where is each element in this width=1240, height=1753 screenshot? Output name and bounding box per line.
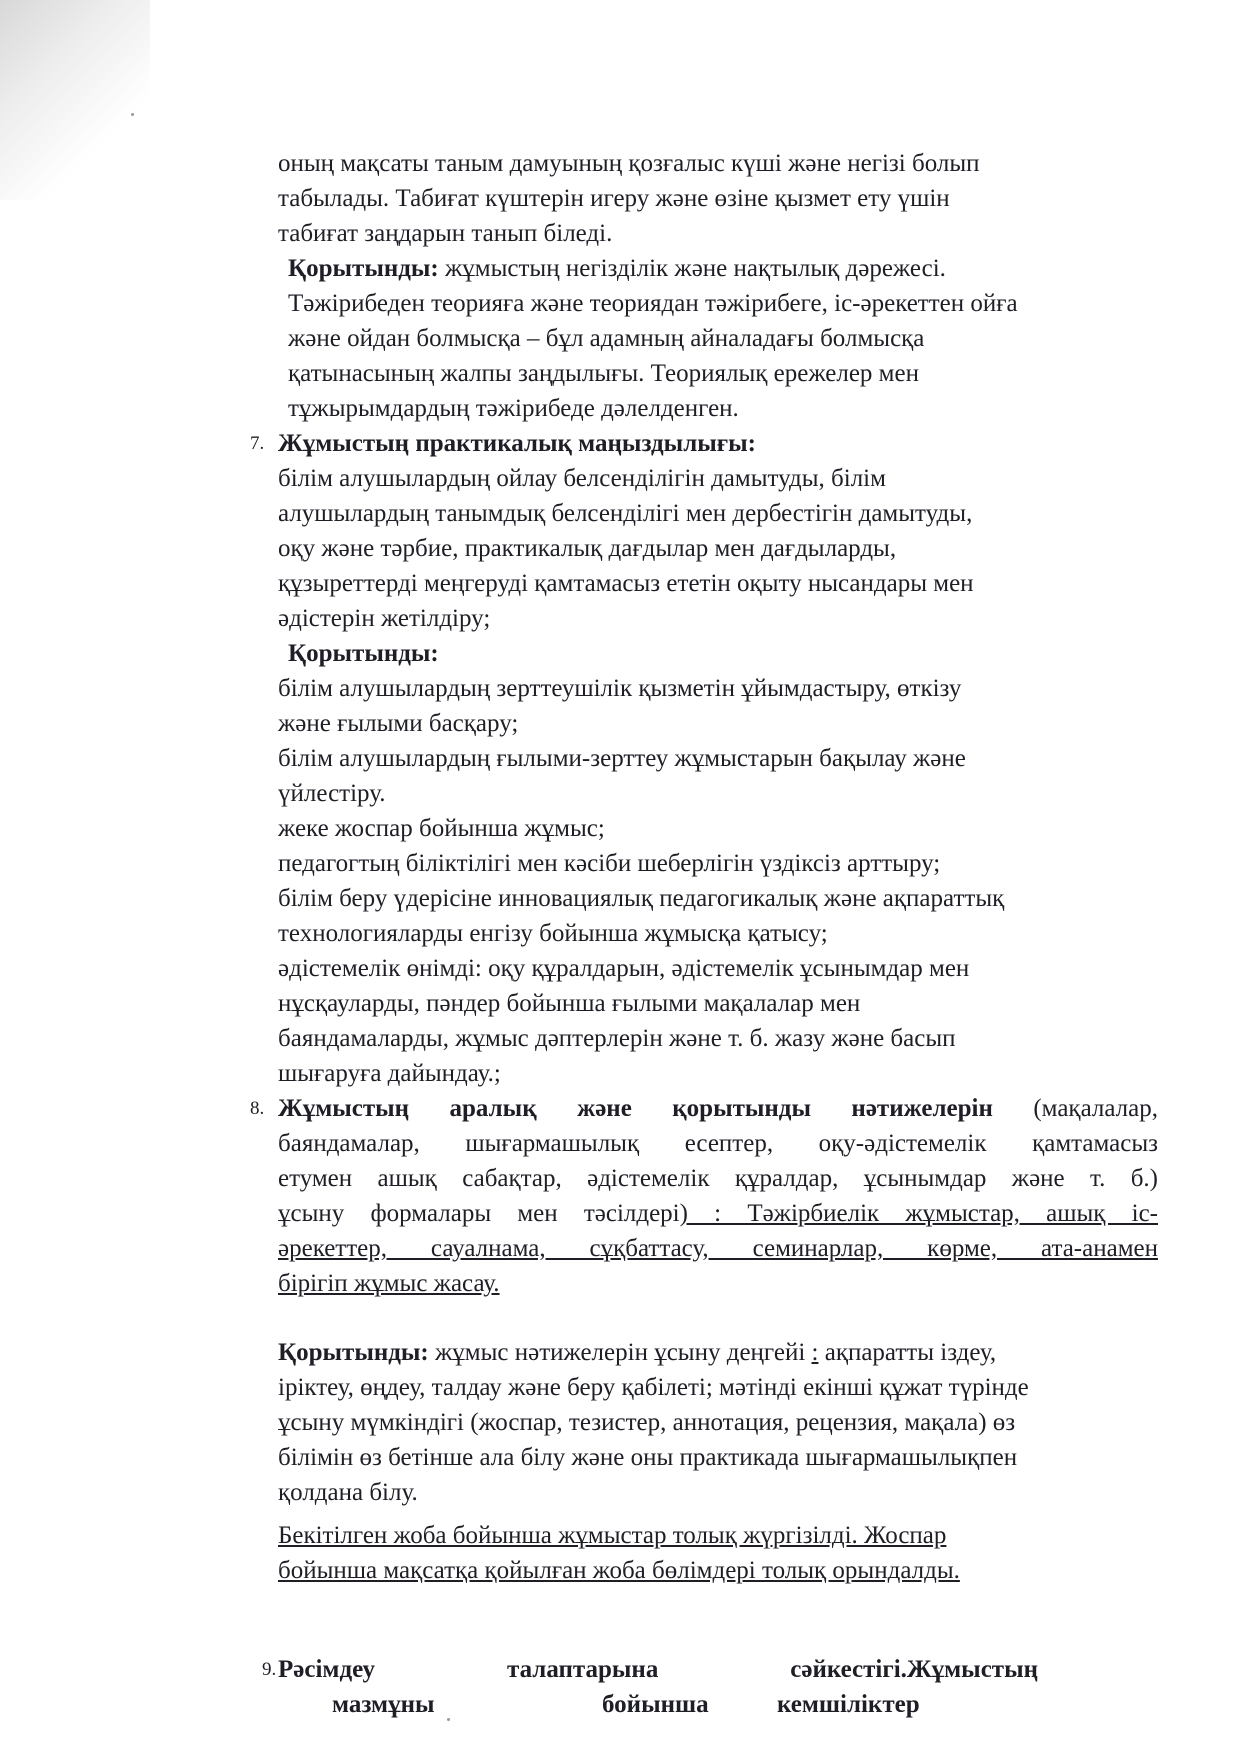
item-7: [250, 426, 1158, 1091]
spacer: [278, 1588, 1158, 1652]
text-line: оның мақсаты таным дамуының қозғалыс күші және негізі болып: [278, 150, 980, 177]
underlined-text: ) : Тәжірбиелік жұмыстар, ашық іс-: [679, 1200, 1158, 1227]
text-line: білімін өз бетінше ала білу және оны практикада шығармашылықпен: [278, 1444, 1018, 1471]
text-line: (мақалалар,: [992, 1095, 1159, 1122]
text-line: шығаруға дайындау.;: [278, 1060, 501, 1087]
text-line: жұмыс нәтижелерін ұсыну деңгейі: [428, 1339, 812, 1366]
text-line: қатынасының жалпы заңдылығы. Теориялық ережелер мен: [288, 360, 919, 387]
underlined-text: бірігіп жұмыс жасау.: [278, 1270, 500, 1297]
underlined-text: бойынша мақсатқа қойылған жоба бөлімдері толық орындалды.: [278, 1557, 960, 1584]
spacer: [278, 1301, 1158, 1335]
text-line: табылады. Табиғат күштерін игеру және өзіне қызмет ету үшін: [278, 185, 950, 212]
text-line: тұжырымдардың тәжірибеде дәлелденген.: [288, 395, 739, 422]
text-line: қолдана білу.: [278, 1479, 418, 1506]
item-number: 8.: [250, 1098, 265, 1119]
underlined-text: :: [811, 1339, 819, 1366]
text-line: үйлестіру.: [278, 780, 386, 807]
scan-shadow: [0, 0, 150, 200]
text-word: кемшіліктер: [777, 1691, 920, 1718]
text-line: құзыреттерді меңгеруді қамтамасыз ететін оқыту нысандары мен: [278, 570, 974, 597]
conclusion-8: [278, 1335, 1158, 1510]
item-8: [250, 1091, 1159, 1301]
text-line: технологияларды енгізу бойынша жұмысқа қатысу;: [278, 920, 828, 947]
text-line: білім беру үдерісіне инновациялық педагогикалық және ақпараттық: [278, 885, 1005, 912]
document-body: [250, 146, 1159, 1722]
item-9: [262, 1652, 1158, 1722]
text-word: мазмұны: [332, 1691, 435, 1718]
text-line: білім алушылардың ғылыми-зерттеу жұмыстарын бақылау және: [278, 745, 966, 772]
item-title-continued: [278, 1687, 952, 1722]
text-word: Рәсімдеу: [278, 1656, 376, 1683]
conclusion-label: Қорытынды:: [288, 255, 439, 282]
underlined-text: Бекітілген жоба бойынша жұмыстар толық жүргізілді. Жоспар: [278, 1522, 947, 1549]
item-title: Жұмыстың аралық және қорытынды нәтижелерін: [278, 1095, 993, 1122]
text-line: нұсқауларды, пәндер бойынша ғылыми мақалалар мен: [278, 990, 861, 1017]
item-title: Жұмыстың практикалық маңыздылығы:: [278, 430, 756, 457]
text-line: іріктеу, өңдеу, талдау және беру қабілеті; мәтінді екінші құжат түрінде: [278, 1374, 1029, 1401]
text-line: баяндамалар, шығармашылық есептер, оқу-әдістемелік қамтамасыз: [278, 1130, 1158, 1157]
text-line: және ғылыми басқару;: [278, 710, 519, 737]
text-line: табиғат заңдарын танып біледі.: [278, 220, 613, 247]
text-line: ұсыну формалары мен тәсілдері: [278, 1200, 680, 1227]
text-line: және ойдан болмысқа – бұл адамның айналадағы болмысқа: [288, 325, 925, 352]
conclusion-label: Қорытынды:: [278, 1339, 429, 1366]
text-line: Тәжірибеден теорияға және теориядан тәжірибеге, іс-әрекеттен ойға: [288, 290, 1018, 317]
text-word: Жұмыстың: [906, 1656, 1038, 1683]
text-line: білім алушылардың зерттеушілік қызметін ұйымдастыру, өткізу: [278, 675, 962, 702]
text-line: әдістерін жетілдіру;: [278, 605, 491, 632]
item-title: [278, 1652, 1038, 1687]
text-line: етумен ашық сабақтар, әдістемелік құралдар, ұсынымдар және т. б.): [278, 1165, 1158, 1192]
scan-speck: [131, 113, 134, 116]
summary-paragraph: [278, 1518, 1158, 1588]
text-line: баяндамаларды, жұмыс дәптерлерін және т. б. жазу және басып: [278, 1025, 956, 1052]
item-number: 7.: [250, 433, 265, 454]
text-line: педагогтың біліктілігі мен кәсіби шеберлігін үздіксіз арттыру;: [278, 850, 941, 877]
text-line: жеке жоспар бойынша жұмыс;: [278, 815, 605, 842]
conclusion-1: [278, 251, 1158, 426]
text-line: әдістемелік өнімді: оқу құралдарын, әдістемелік ұсынымдар мен: [278, 955, 970, 982]
text-line: жұмыстың негізділік және нақтылық дәрежесі.: [438, 255, 946, 282]
text-line: білім алушылардың ойлау белсенділігін дамытуды, білім: [278, 465, 886, 492]
text-word: бойынша: [602, 1691, 709, 1718]
spacer: [278, 1510, 1158, 1518]
intro-paragraph: [278, 146, 1158, 251]
text-line: ұсыну мүмкіндігі (жоспар, тезистер, аннотация, рецензия, мақала) өз: [278, 1409, 1016, 1436]
item-number: 9.: [262, 1659, 277, 1680]
text-line: ақпаратты іздеу,: [818, 1339, 997, 1366]
conclusion-label: Қорытынды:: [288, 640, 439, 667]
text-line: оқу және тәрбие, практикалық дағдылар мен дағдыларды,: [278, 535, 897, 562]
text-word: сәйкестігі.: [790, 1656, 907, 1683]
text-line: алушылардың танымдық белсенділігі мен дербестігін дамытуды,: [278, 500, 973, 527]
underlined-text: әрекеттер, сауалнама, сұқбаттасу, семинарлар, көрме, ата-анамен: [278, 1235, 1158, 1262]
text-word: талаптарына: [507, 1656, 659, 1683]
